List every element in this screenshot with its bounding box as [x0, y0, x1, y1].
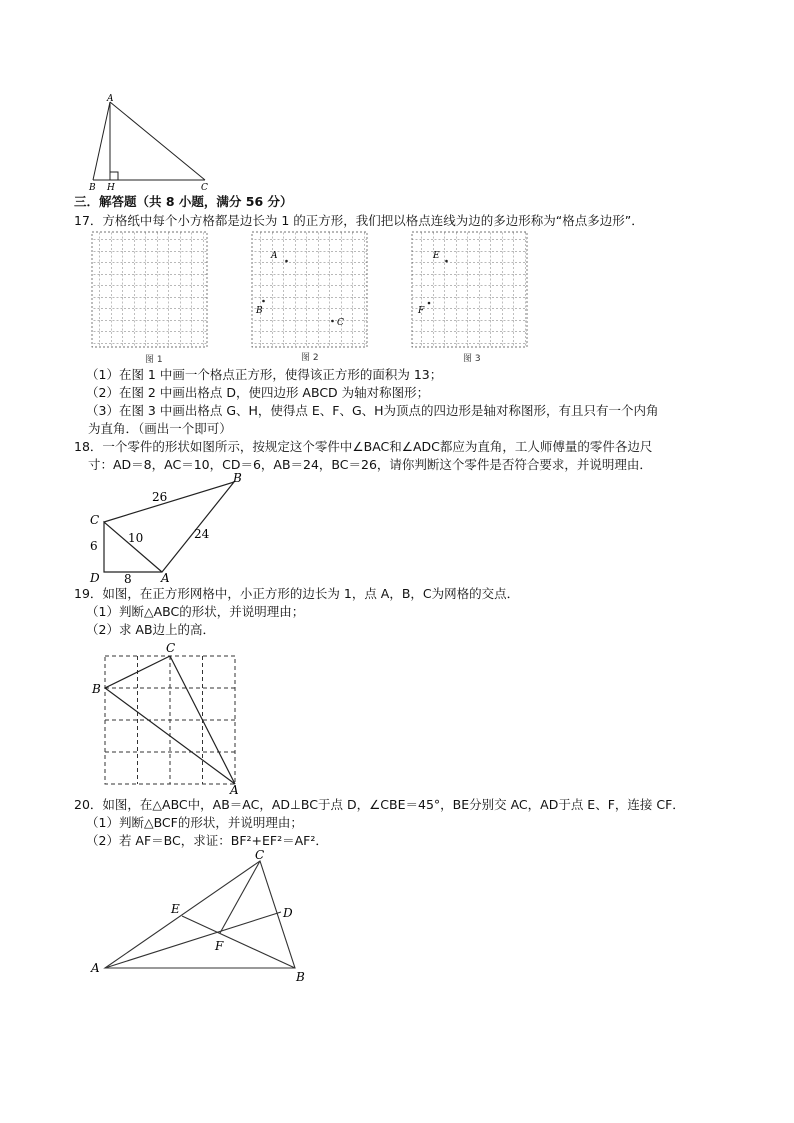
q19-figure [90, 638, 250, 796]
grid-3 [412, 232, 527, 347]
caption-fig3: 图 3 [463, 354, 481, 364]
grid-2 [252, 232, 367, 347]
label-A: A [107, 94, 114, 104]
q20-B: B [296, 970, 305, 984]
q19-item-2: （2）求 AB边上的高． [86, 622, 216, 637]
q20-stem: 20．如图，在△ABC中，AB＝AC，AD⊥BC于点 D，∠CBE＝45°，BE分别交 AC，AD于点 E、F，连接 CF． [74, 797, 685, 812]
q20-item-1: （1）判断△BCF的形状，并说明理由； [86, 815, 303, 830]
label-B: B [89, 183, 96, 192]
g3-F: F [418, 306, 425, 316]
section-title: 三．解答题（共 8 小题，满分 56 分） [74, 194, 293, 209]
q20-C: C [255, 848, 265, 862]
q18-8: 8 [124, 572, 132, 586]
q20-E: E [171, 902, 180, 916]
top-triangle-figure [80, 92, 220, 192]
q18-line-2: 寸：AD＝8，AC＝10，CD＝6，AB＝24，BC＝26，请你判断这个零件是否符合要求，并说明理由． [88, 457, 652, 472]
q17-stem: 17．方格纸中每个小方格都是边长为 1 的正方形，我们把以格点连线为边的多边形称为“格点多边形”． [74, 213, 644, 228]
q18-A: A [161, 571, 170, 585]
g2-C: C [337, 318, 344, 328]
q17-grids [88, 228, 548, 364]
q18-26: 26 [152, 490, 168, 504]
g2-A: A [271, 251, 278, 261]
q17-item-2: （2）在图 2 中画出格点 D，使四边形 ABCD 为轴对称图形； [86, 385, 430, 400]
label-C: C [201, 183, 208, 192]
q18-figure [82, 470, 262, 588]
q20-F: F [215, 939, 224, 953]
q18-6: 6 [90, 539, 98, 553]
q20-A: A [91, 961, 100, 975]
q17-item-1: （1）在图 1 中画一个格点正方形，使得该正方形的面积为 13； [86, 367, 443, 382]
q17-item-3: （3）在图 3 中画出格点 G、H，使得点 E、F、G、H为顶点的四边形是轴对称图形，有且只有一个内角 [86, 403, 659, 418]
label-H: H [107, 183, 115, 192]
q19-item-1: （1）判断△ABC的形状，并说明理由； [86, 604, 305, 619]
q20-figure [85, 846, 325, 986]
caption-fig1: 图 1 [145, 355, 163, 365]
q20-item-2: （2）若 AF＝BC，求证：BF²+EF²＝AF²． [86, 833, 328, 848]
q19-stem: 19．如图，在正方形网格中，小正方形的边长为 1，点 A，B，C为网格的交点． [74, 586, 520, 601]
q18-10: 10 [128, 531, 144, 545]
q17-item-3-cont: 为直角．（画出一个即可） [88, 421, 232, 436]
q18-B: B [233, 471, 242, 485]
q19-C: C [166, 641, 176, 655]
caption-fig2: 图 2 [301, 353, 319, 363]
q18-24: 24 [194, 527, 210, 541]
q19-B: B [92, 682, 101, 696]
q18-D: D [90, 571, 100, 585]
q18-C: C [90, 513, 100, 527]
g3-E: E [433, 251, 440, 261]
q20-D: D [283, 906, 293, 920]
g2-B: B [256, 306, 263, 316]
q19-A: A [230, 783, 239, 796]
q18-line-1: 18．一个零件的形状如图所示，按规定这个零件中∠BAC和∠ADC都应为直角，工人师傅量的零件各边尺 [74, 439, 653, 454]
grid-1 [92, 232, 207, 347]
